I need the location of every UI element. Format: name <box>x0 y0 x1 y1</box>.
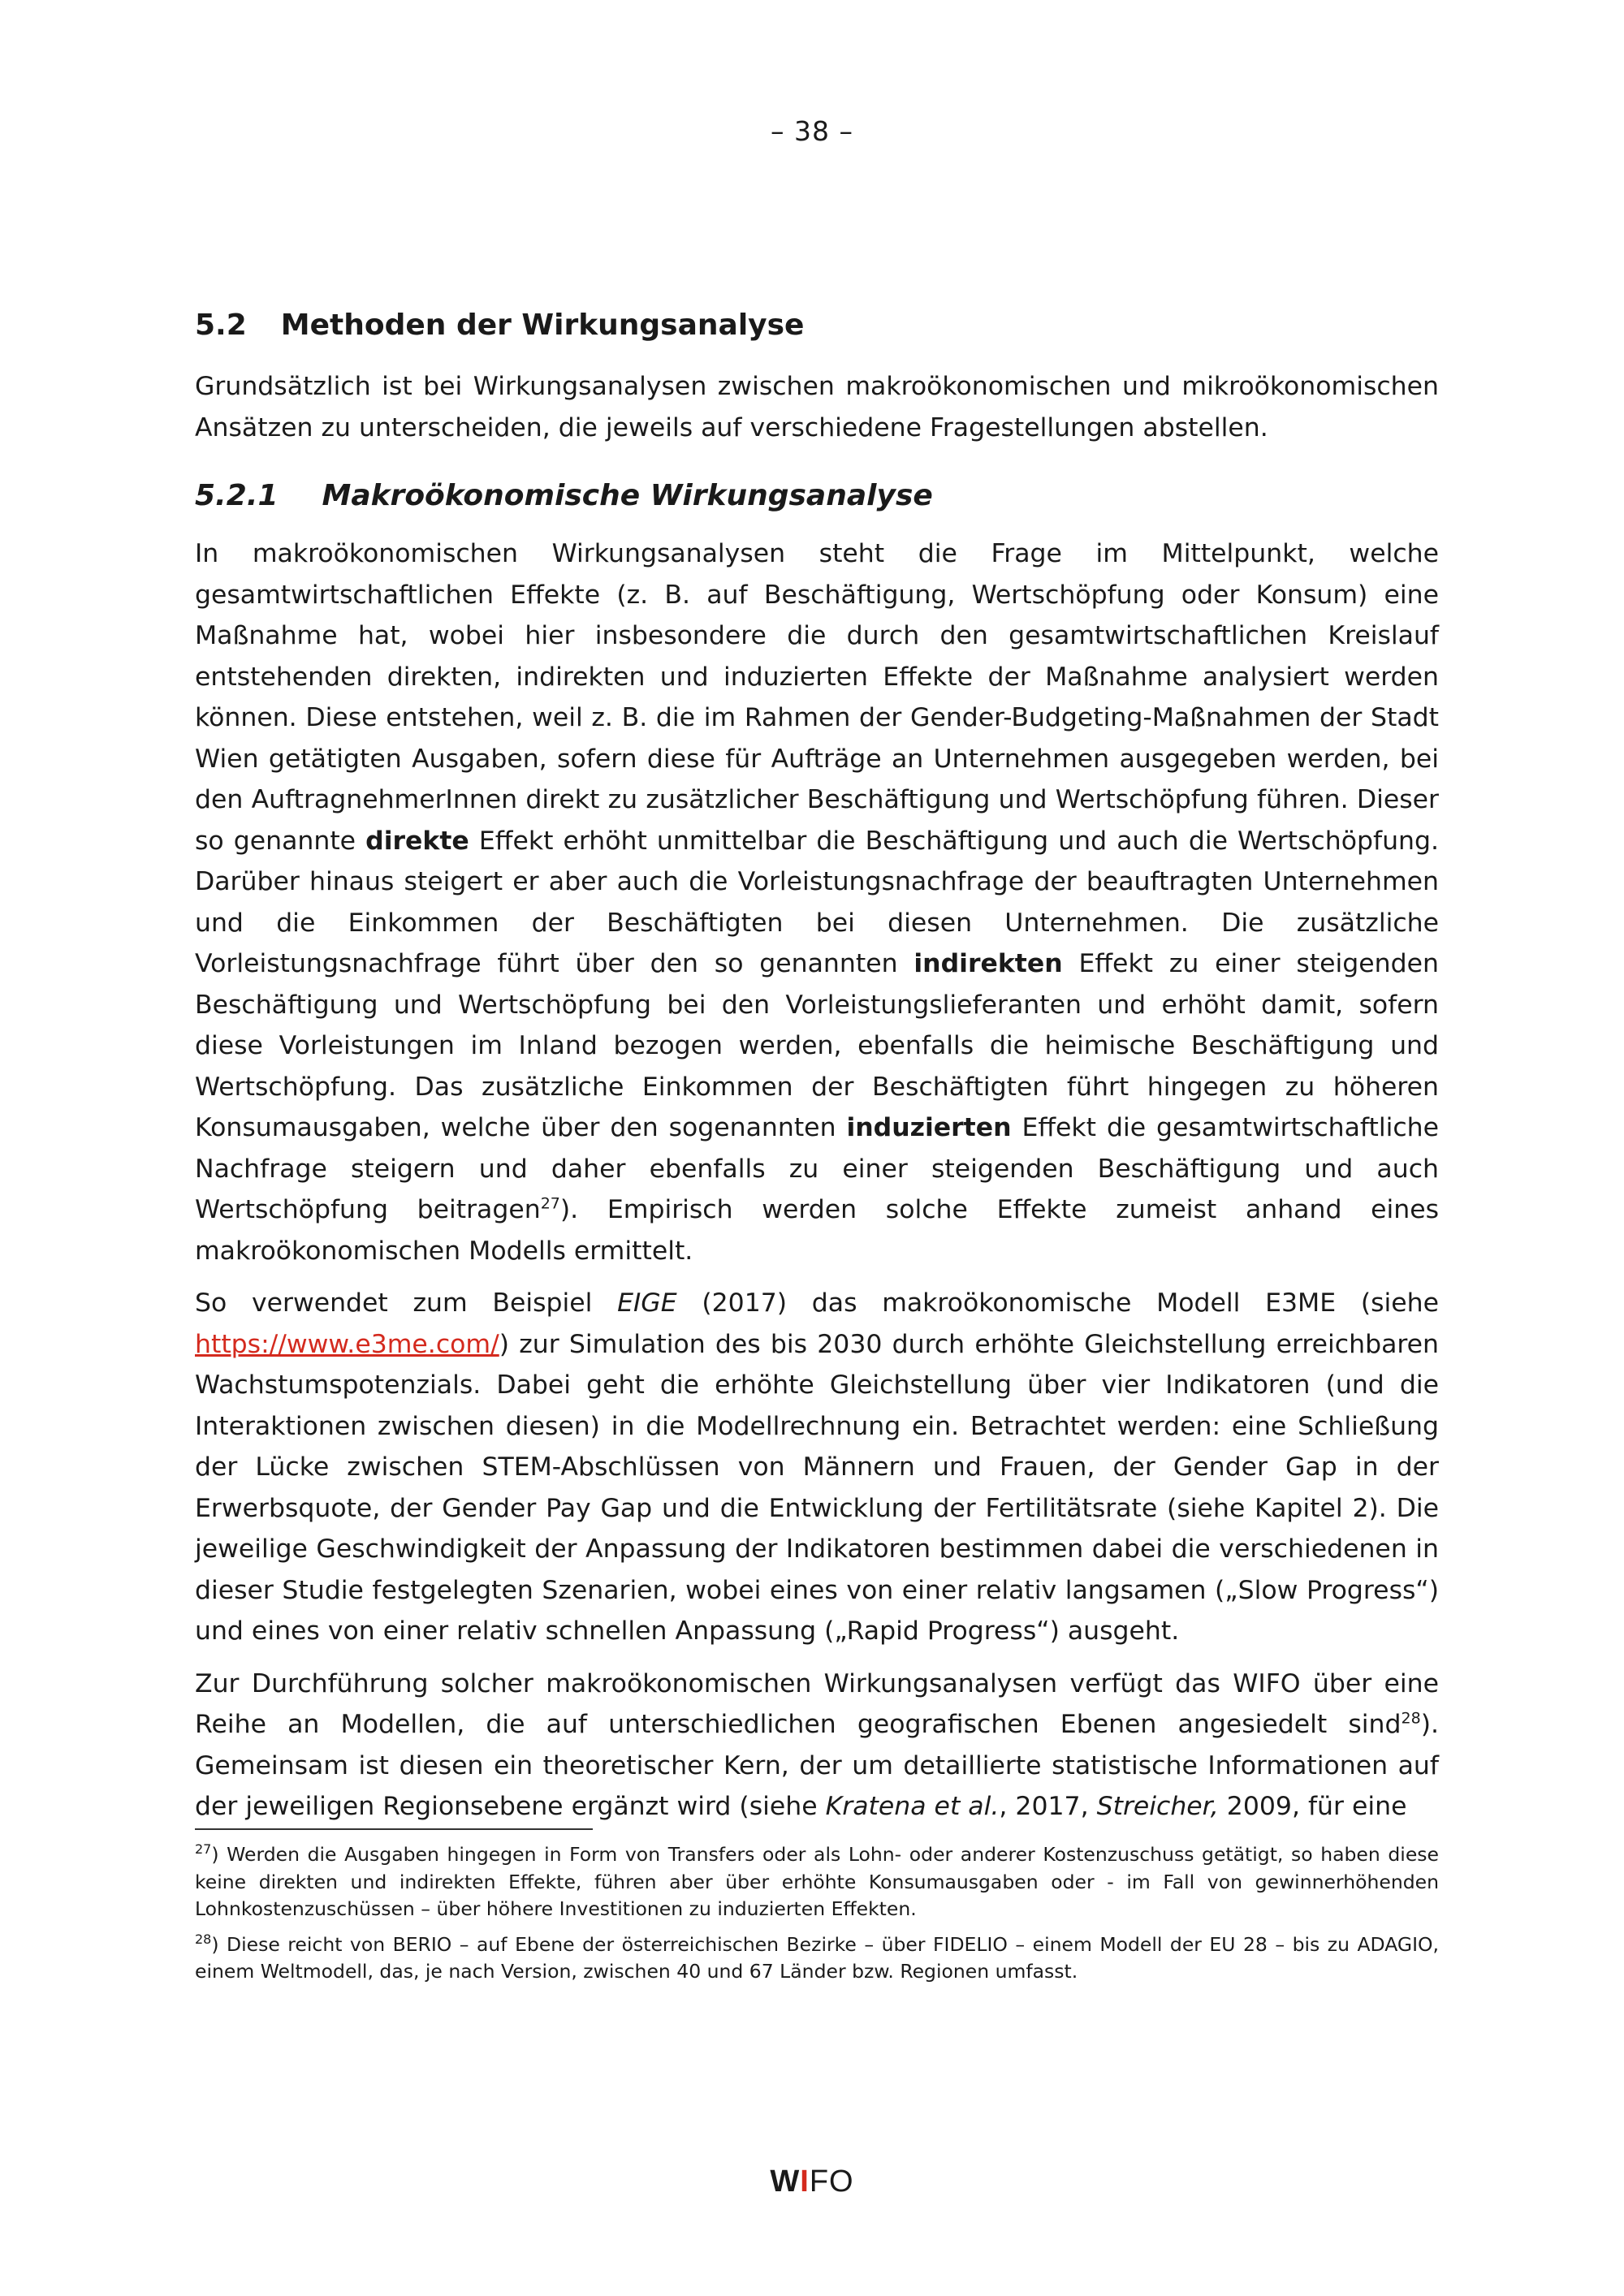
footnote-27 <box>195 1841 1439 1923</box>
logo-bar: I <box>800 2164 810 2199</box>
text-span: Effekt die gesamtwirtschaftliche Nachfrage steigern und daher ebenfalls zu einer steigenden Beschäftigung und auch Wertschöpfung beitragen <box>195 1113 1439 1224</box>
footnotes <box>195 1841 1439 1994</box>
footnote-ref-27[interactable]: 27 <box>540 1194 560 1213</box>
text-span: 2009, für eine <box>1218 1792 1407 1821</box>
subsection-number: 5.2.1 <box>195 479 279 512</box>
text-span: In makroökonomischen Wirkungsanalysen steht die Frage im Mittelpunkt, welche gesamtwirtschaftlichen Effekte (z. B. auf Beschäftigung, Wertschöpfung oder Konsum) eine Maßnahme hat, wobei hier insbesondere die durch den gesamtwirtschaftlichen Kreislauf entstehenden direkten, indirekten und induzierten Effekte der Maßnahme analysiert werden können. Diese entstehen, weil z. B. die im Rahmen der Gender-Budgeting-Maßnahmen der Stadt Wien getätigten Ausgaben, sofern diese für Aufträge an Unternehmen ausgegeben werden, bei den AuftragnehmerInnen direkt zu zusätzlicher Beschäftigung und Wertschöpfung führen. Dieser so genannte <box>195 539 1439 856</box>
logo-letters-fo: FO <box>809 2164 854 2199</box>
citation-eige: EIGE <box>617 1288 677 1318</box>
bold-term-induced: induzierten <box>846 1113 1012 1142</box>
footnote-marker: 28 <box>195 1931 212 1947</box>
text-span: ). Empirisch werden solche Effekte zumeist anhand eines makroökonomischen Modells ermittelt. <box>195 1195 1439 1266</box>
paragraph-eige <box>195 1283 1439 1652</box>
wifo-logo <box>0 2164 1624 2199</box>
e3me-link[interactable]: https://www.e3me.com/ <box>195 1329 499 1359</box>
subsection-heading <box>195 479 1439 512</box>
section-title: Methoden der Wirkungsanalyse <box>280 309 805 342</box>
footnote-text: ) Diese reicht von BERIO – auf Ebene der österreichischen Bezirke – über FIDELIO – einem Modell der EU 28 – bis zu ADAGIO, einem Weltmodell, das, je nach Version, zwischen 40 und 67 Länder bzw. Regionen umfasst. <box>195 1932 1439 1983</box>
logo-letter-w: W <box>770 2164 801 2199</box>
text-span: (2017) das makroökonomische Modell E3ME (siehe <box>676 1288 1440 1318</box>
paragraph-effects <box>195 533 1439 1271</box>
text-span: Effekt zu einer steigenden Beschäftigung und Wertschöpfung bei den Vorleistungslieferanten und erhöht damit, sofern diese Vorleistungen im Inland bezogen werden, ebenfalls die heimische Beschäftigung und Wertschöpfung. Das zusätzliche Einkommen der Beschäftigten führt hingegen zu höheren Konsumausgaben, welche über den sogenannten <box>195 949 1439 1142</box>
footnote-text: ) Werden die Ausgaben hingegen in Form von Transfers oder als Lohn- oder anderer Kostenzuschuss getätigt, so haben diese keine direkten und indirekten Effekte, führen aber über erhöhte Konsumausgaben oder - im Fall von gewinnerhöhenden Lohnkostenzuschüssen – über höhere Investitionen zu induzierten Effekten. <box>195 1843 1439 1920</box>
section-heading <box>195 309 1439 342</box>
text-span: ). Gemeinsam ist diesen ein theoretischer Kern, der um detaillierte statistische Informationen auf der jeweiligen Regionsebene ergänzt wird (siehe <box>195 1710 1439 1821</box>
section-intro: Grundsätzlich ist bei Wirkungsanalysen zwischen makroökonomischen und mikroökonomischen Ansätzen zu unterscheiden, die jeweils auf verschiedene Fragestellungen abstellen. <box>195 372 1439 442</box>
subsection-title: Makroökonomische Wirkungsanalyse <box>322 479 933 512</box>
footnote-28 <box>195 1931 1439 1986</box>
citation-kratena: Kratena et al. <box>825 1792 1000 1821</box>
main-content <box>195 309 1439 1839</box>
bold-term-direct: direkte <box>365 826 469 856</box>
page-number: – 38 – <box>771 115 853 147</box>
text-span: ) zur Simulation des bis 2030 durch erhöhte Gleichstellung erreichbaren Wachstumspotenzials. Dabei geht die erhöhte Gleichstellung über vier Indikatoren (und die Interaktionen zwischen diesen) in die Modellrechnung ein. Betrachtet werden: eine Schließung der Lücke zwischen STEM-Abschlüssen von Männern und Frauen, der Gender Gap in der Erwerbsquote, der Gender Pay Gap und die Entwicklung der Fertilitätsrate (siehe Kapitel 2). Die jeweilige Geschwindigkeit der Anpassung der Indikatoren bestimmen dabei die verschiedenen in dieser Studie festgelegten Szenarien, wobei eines von einer relativ langsamen („Slow Progress“) und eines von einer relativ schnellen Anpassung („Rapid Progress“) ausgeht. <box>195 1329 1439 1646</box>
text-span: Zur Durchführung solcher makroökonomischen Wirkungsanalysen verfügt das WIFO über eine Reihe an Modellen, die auf unterschiedlichen geografischen Ebenen angesiedelt sind <box>195 1668 1439 1739</box>
footnote-ref-28[interactable]: 28 <box>1401 1709 1421 1728</box>
section-number: 5.2 <box>195 309 247 342</box>
bold-term-indirect: indirekten <box>914 949 1063 978</box>
footnote-divider <box>195 1828 593 1830</box>
text-span: So verwendet zum Beispiel <box>195 1288 618 1318</box>
text-span: Effekt erhöht unmittelbar die Beschäftigung und auch die Wertschöpfung. Darüber hinaus steigert er aber auch die Vorleistungsnachfrage der beauftragten Unternehmen und die Einkommen der Beschäftigten bei diesen Unternehmen. Die zusätzliche Vorleistungsnachfrage führt über den so genannten <box>195 826 1440 978</box>
paragraph-wifo-models <box>195 1664 1439 1828</box>
footnote-marker: 27 <box>195 1841 212 1858</box>
citation-streicher: Streicher, <box>1096 1792 1219 1821</box>
text-span: , 2017, <box>999 1792 1097 1821</box>
